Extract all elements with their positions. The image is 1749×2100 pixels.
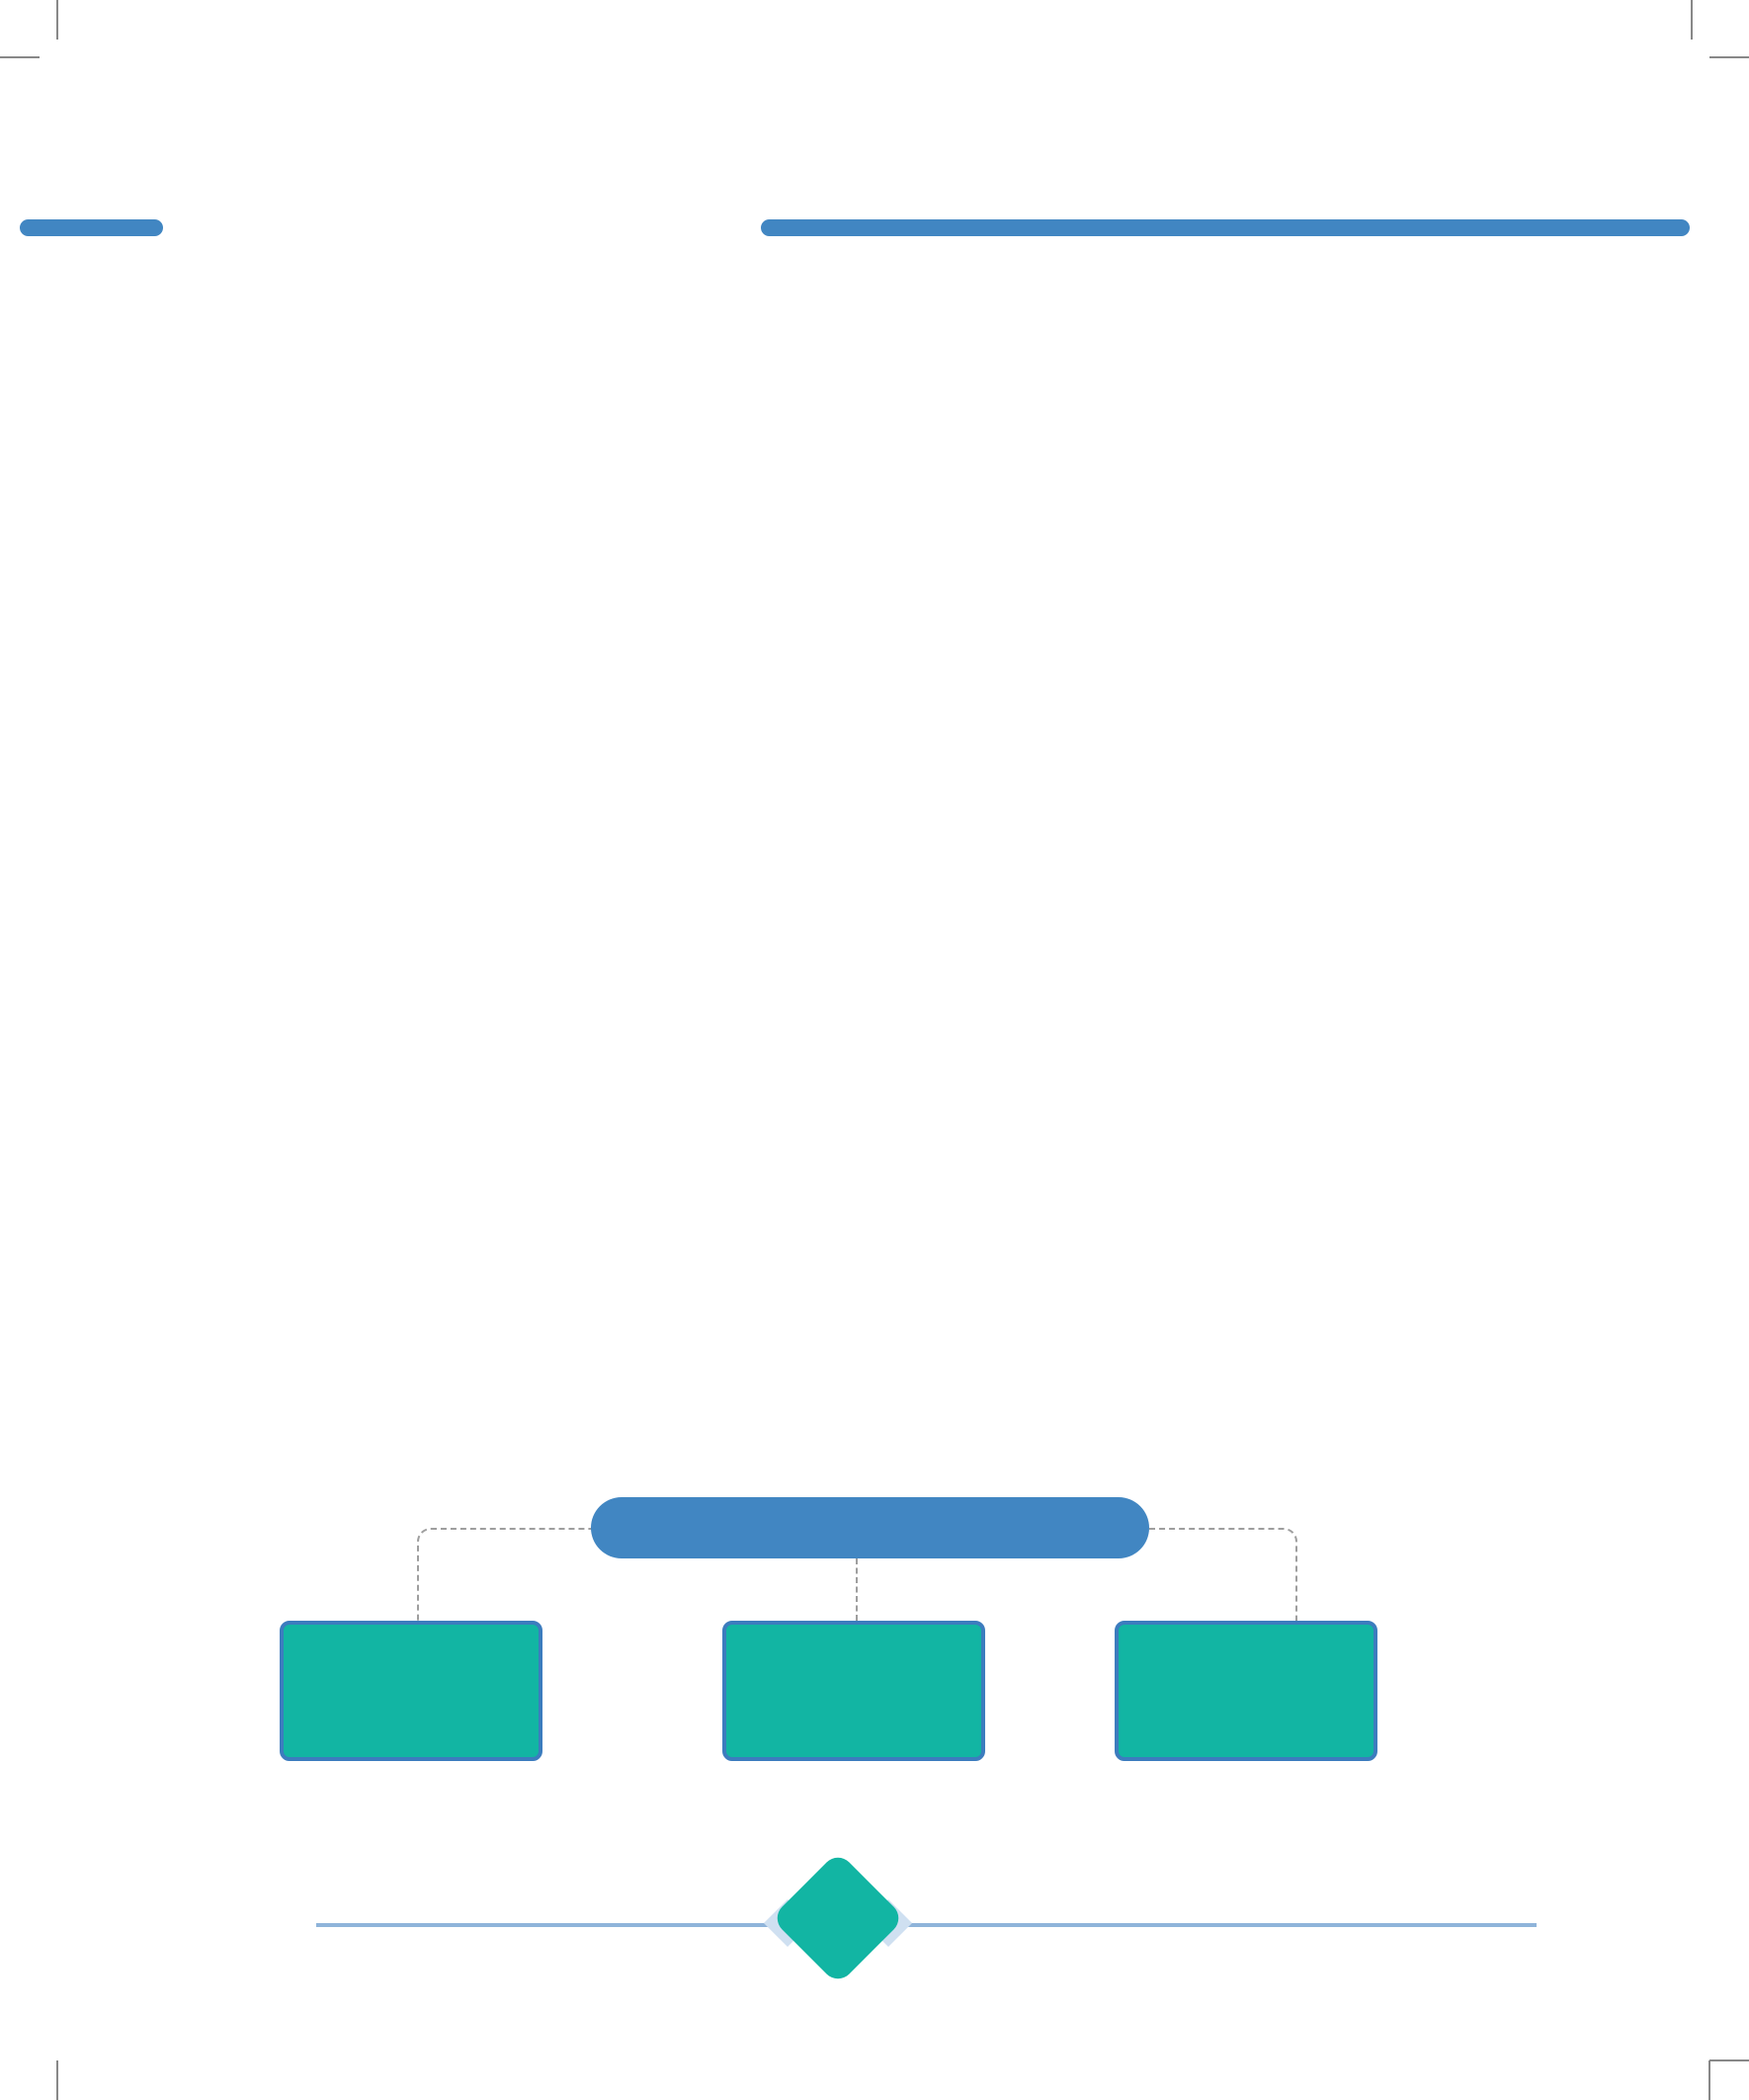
diagram-box-settlement (722, 1621, 985, 1761)
ministry-logo-icon (94, 1823, 311, 1902)
connector-right (1149, 1528, 1297, 1623)
diagram-box-minerals (280, 1621, 542, 1761)
connector-center (856, 1558, 858, 1621)
footer-line (316, 1923, 1537, 1927)
page-number (791, 1871, 885, 1966)
diagram-box-climate (1115, 1621, 1377, 1761)
header-bar-left (20, 219, 163, 236)
diagram-title (591, 1497, 1149, 1558)
connector-left (417, 1528, 593, 1623)
header-bar-right (761, 219, 1690, 236)
unit-lesson-title (237, 210, 682, 245)
